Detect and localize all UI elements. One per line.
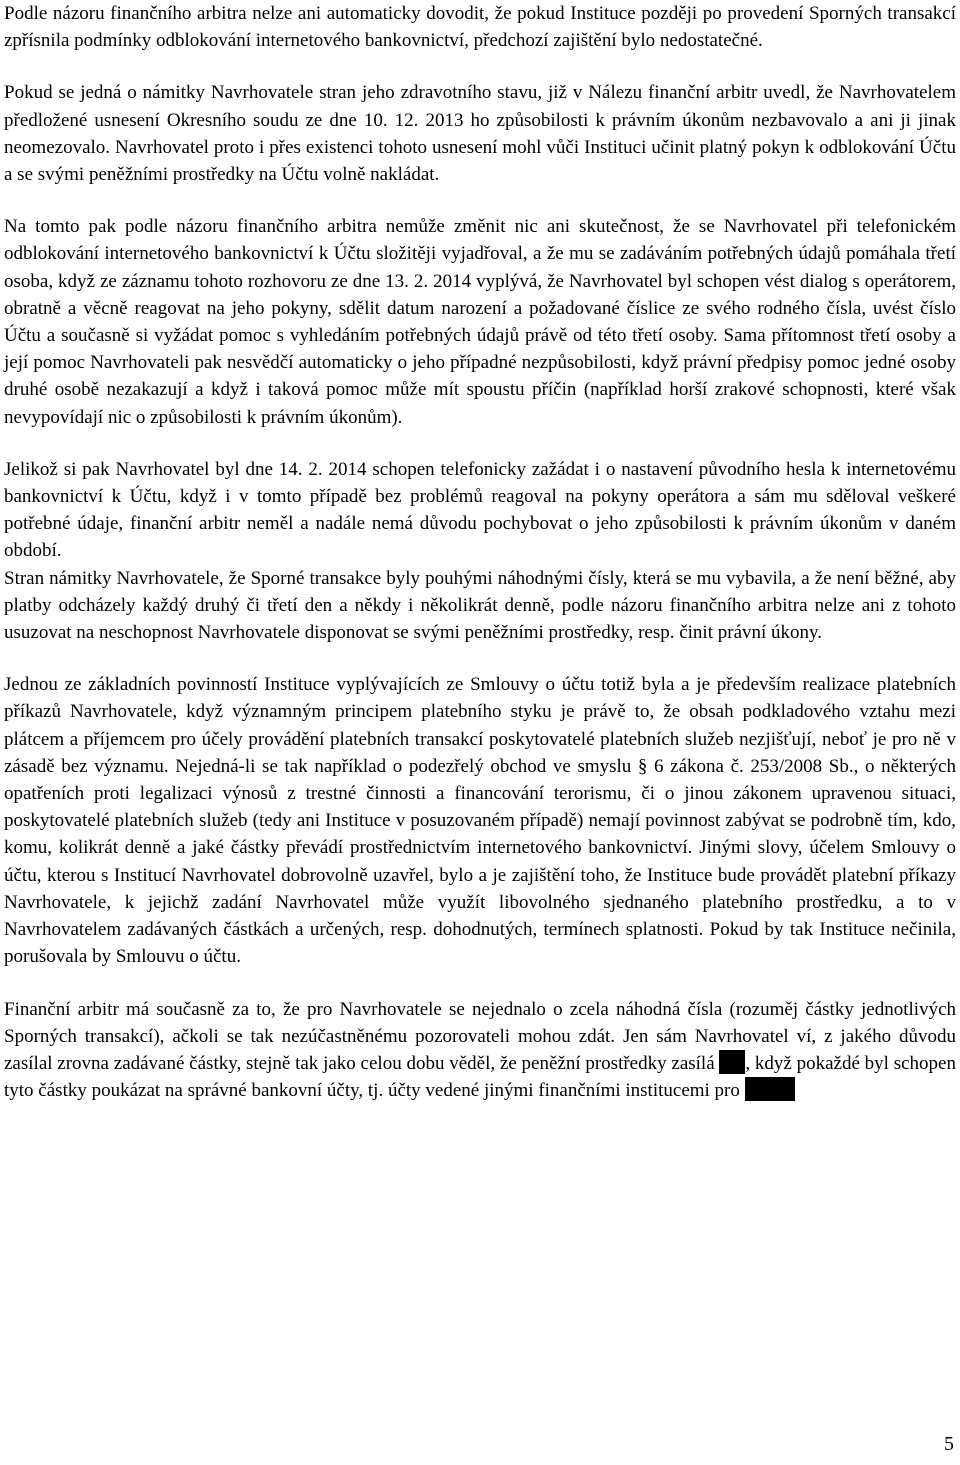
paragraph-gap xyxy=(4,188,956,213)
paragraph-7-text-a: Finanční arbitr má současně za to, že pro Navrhovatele se nejednalo o zcela náhodná čísla (rozuměj částky jednotlivých Sporných transakcí), ačkoli se tak nezúčastněnému pozorovateli mohou zdát. Jen sám Navrhovatel ví, z jakého důvodu zasílal zrovna zadávané částky, stejně tak jako celou dobu věděl, že peněžní prostředky zasílá xyxy=(4,998,956,1074)
paragraph-7 xyxy=(4,996,956,1105)
paragraph-gap xyxy=(4,54,956,79)
redaction-box xyxy=(719,1050,745,1074)
paragraph-7-text-b: , když pokaždé byl schopen tyto částky poukázat na správné bankovní účty, tj. účty vedené jinými finančními institucemi pro xyxy=(4,1052,956,1102)
paragraph-5: Stran námitky Navrhovatele, že Sporné transakce byly pouhými náhodnými čísly, která se mu vybavila, a že není běžné, aby platby odcházely každý druhý či třetí den a někdy i několikrát denně, podle názoru finančního arbitra nelze ani z tohoto usuzovat na neschopnost Navrhovatele disponovat se svými peněžními prostředky, resp. činit právní úkony. xyxy=(4,567,956,644)
redaction-box xyxy=(745,1077,795,1101)
paragraph-6: Jednou ze základních povinností Instituce vyplývajících ze Smlouvy o účtu totiž byla a je především realizace platebních příkazů Navrhovatele, když významným principem platebního styku je právě to, že obsah podkladového vztahu mezi plátcem a příjemcem pro účely provádění platebních transakcí poskytovatelé platebních služeb nezjišťují, neboť je pro ně v zásadě bez významu. Nejedná-li se tak například o podezřelý obchod ve smyslu § 6 zákona č. 253/2008 Sb., o některých opatřeních proti legalizaci výnosů z trestné činnosti a financování terorismu, či o jinou zákonem upravenou situaci, poskytovatelé platebních služeb (tedy ani Instituce v posuzovaném případě) nemají povinnost zabývat se podrobně tím, kdo, komu, kolikrát denně a jaké částky převádí prostřednictvím internetového bankovnictví. Jinými slovy, účelem Smlouvy o účtu, kterou s Institucí Navrhovatel dobrovolně uzavřel, bylo a je zajištění toho, že Instituce bude provádět platební příkazy Navrhovatele, k jejichž zadání Navrhovatel může využít libovolného sjednaného platebního prostředku, a to v Navrhovatelem zadávaných částkách a určených, resp. dohodnutých, termínech splatnosti. Pokud by tak Instituce nečinila, porušovala by Smlouvu o účtu. xyxy=(4,674,956,968)
document-page xyxy=(4,0,956,1104)
paragraph-gap xyxy=(4,646,956,671)
paragraph-4: Jelikož si pak Navrhovatel byl dne 14. 2. 2014 schopen telefonicky zažádat i o nastavení původního hesla k internetovému bankovnictví k Účtu, když i v tomto případě bez problémů reagoval na pokyny operátora a sám mu sděloval veškeré potřebné údaje, finanční arbitr neměl a nadále nemá důvodu pochybovat o jeho způsobilosti k právním úkonům v daném období. xyxy=(4,458,956,562)
paragraph-gap xyxy=(4,971,956,996)
paragraph-gap xyxy=(4,431,956,456)
paragraph-3: Na tomto pak podle názoru finančního arbitra nemůže změnit nic ani skutečnost, že se Navrhovatel při telefonickém odblokování internetového bankovnictví k Účtu složitěji vyjadřoval, a že mu se zadáváním potřebných údajů pomáhala třetí osoba, když ze záznamu tohoto rozhovoru ze dne 13. 2. 2014 vyplývá, že Navrhovatel byl schopen vést dialog s operátorem, obratně a věcně reagovat na jeho pokyny, sdělit datum narození a požadované číslice ze svého rodného čísla, uvést číslo Účtu a současně si vyžádat pomoc s vyhledáním potřebných údajů právě od této třetí osoby. Sama přítomnost třetí osoby a její pomoc Navrhovateli pak nesvědčí automaticky o jeho případné nezpůsobilosti, když právní předpisy pomoc jedné osoby druhé osobě nezakazují a když i taková pomoc může mít spoustu příčin (například horší zrakové schopnosti, které však nevypovídají nic o způsobilosti k právním úkonům). xyxy=(4,216,956,428)
paragraph-1: Podle názoru finančního arbitra nelze ani automaticky dovodit, že pokud Instituce později po provedení Sporných transakcí zpřísnila podmínky odblokování internetového bankovnictví, předchozí zajištění bylo nedostatečné. xyxy=(4,3,956,52)
page-number: 5 xyxy=(944,1433,954,1455)
paragraph-2: Pokud se jedná o námitky Navrhovatele stran jeho zdravotního stavu, již v Nálezu finanční arbitr uvedl, že Navrhovatelem předložené usnesení Okresního soudu ze dne 10. 12. 2013 ho způsobilosti k právním úkonům nezbavovalo a ani ji jinak neomezovalo. Navrhovatel proto i přes existenci tohoto usnesení mohl vůči Instituci učinit platný pokyn k odblokování Účtu a se svými peněžními prostředky na Účtu volně nakládat. xyxy=(4,82,956,186)
